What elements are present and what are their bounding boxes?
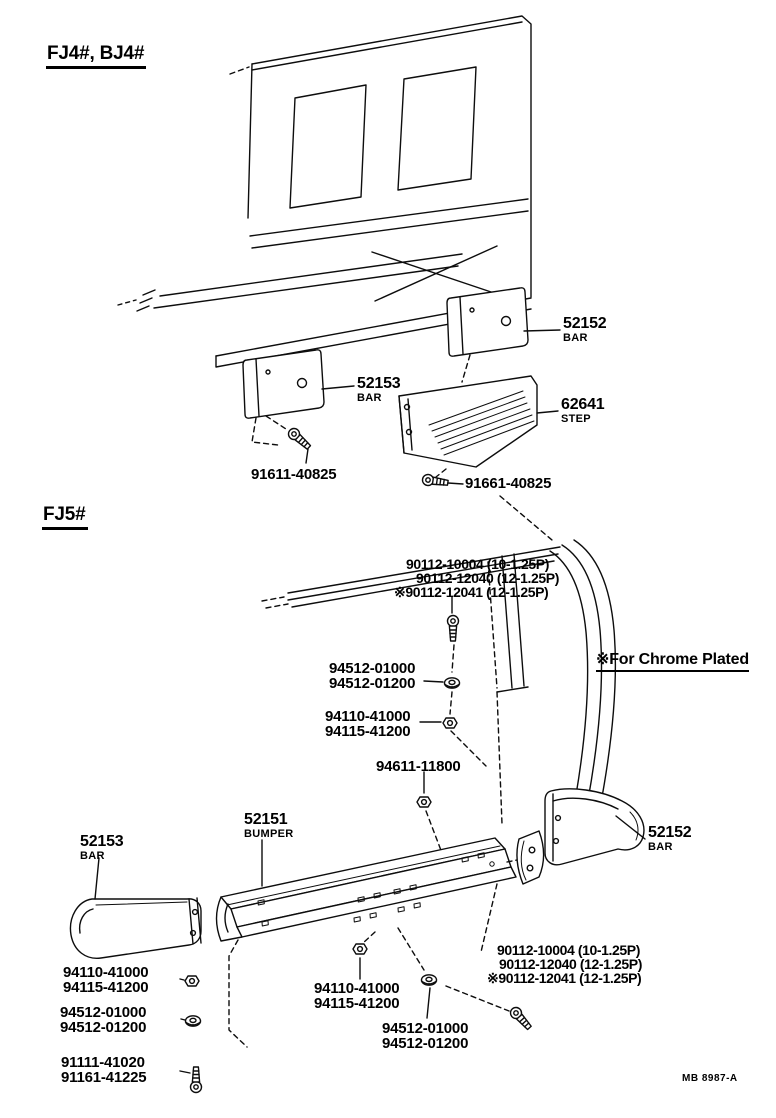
fj5-bottom-fasteners bbox=[185, 944, 533, 1093]
part-number: 94512-01000 bbox=[382, 1020, 469, 1037]
label-52153-upper bbox=[357, 376, 401, 404]
nut-icon-94611 bbox=[417, 797, 431, 807]
part-number: 91111-41020 bbox=[61, 1054, 145, 1071]
part-number: 94115-41200 bbox=[314, 995, 400, 1012]
part-name: STEP bbox=[561, 413, 591, 425]
chrome-plated-note: ※For Chrome Plated bbox=[596, 652, 749, 672]
fj4-frame bbox=[118, 246, 500, 311]
label-bolt-set-bottom bbox=[487, 943, 642, 985]
part-name: BAR bbox=[648, 841, 673, 853]
label-94512-left bbox=[60, 1005, 146, 1035]
label-bolt-set-mid bbox=[394, 557, 559, 599]
part-number: 90112-10004 (10-1.25P) bbox=[406, 556, 549, 572]
part-number: 94512-01000 bbox=[60, 1004, 147, 1021]
part-number: 62641 bbox=[561, 396, 605, 413]
part-name: BUMPER bbox=[244, 828, 294, 840]
cap-mount-bracket bbox=[517, 831, 544, 884]
bumper-end-cap-left-52153 bbox=[70, 898, 201, 958]
part-number: 94512-01200 bbox=[60, 1019, 147, 1036]
part-name: BAR bbox=[357, 392, 382, 404]
label-91661: 91661-40825 bbox=[465, 475, 552, 492]
part-number: 52153 bbox=[357, 375, 401, 392]
part-number: 52151 bbox=[244, 811, 288, 828]
page-code: MB 8987-A bbox=[682, 1073, 738, 1084]
part-number: 52152 bbox=[648, 824, 692, 841]
part-name: BAR bbox=[80, 850, 105, 862]
nut-icon-left bbox=[185, 976, 199, 986]
section-title-fj4: FJ4#, BJ4# bbox=[46, 44, 146, 69]
washer-icon-94512-mid bbox=[445, 678, 460, 688]
part-number: 94115-41200 bbox=[63, 979, 149, 996]
part-name: BAR bbox=[563, 332, 588, 344]
label-52151 bbox=[244, 812, 293, 840]
label-94110-left bbox=[63, 965, 148, 995]
bolt-icon-90112-mid bbox=[448, 616, 459, 642]
dashed-lines-lower bbox=[229, 562, 517, 1047]
label-52153-lower bbox=[80, 834, 124, 862]
label-94110-bottom bbox=[314, 981, 399, 1011]
part-number: 94110-41000 bbox=[314, 980, 400, 997]
label-91611: 91611-40825 bbox=[251, 466, 337, 483]
part-number: ※90112-12041 (12-1.25P) bbox=[394, 584, 549, 600]
bolt-icon-90112-bottom bbox=[508, 1005, 533, 1031]
part-number: 90112-12040 (12-1.25P) bbox=[416, 570, 559, 586]
part-number: 94115-41200 bbox=[325, 723, 411, 740]
part-number: 90112-10004 (10-1.25P) bbox=[497, 942, 640, 958]
bumper-bracket-left bbox=[243, 350, 324, 418]
label-94512-bottom bbox=[382, 1021, 468, 1051]
bolt-icon-91111 bbox=[191, 1067, 202, 1093]
washer-icon-left bbox=[186, 1016, 201, 1026]
part-number: 94512-01200 bbox=[329, 675, 416, 692]
label-62641 bbox=[561, 397, 605, 425]
label-94512-mid bbox=[329, 661, 415, 691]
label-91111 bbox=[61, 1055, 146, 1085]
part-number: 94512-01200 bbox=[382, 1035, 469, 1052]
label-94611: 94611-11800 bbox=[376, 758, 461, 775]
part-number: 94512-01000 bbox=[329, 660, 416, 677]
part-number: 52152 bbox=[563, 315, 607, 332]
label-52152-upper bbox=[563, 316, 607, 344]
washer-icon-bottom bbox=[422, 975, 437, 985]
part-number: ※90112-12041 (12-1.25P) bbox=[487, 970, 642, 986]
bumper-bracket-right bbox=[447, 288, 528, 356]
part-number: 52153 bbox=[80, 833, 124, 850]
part-number: 94110-41000 bbox=[325, 708, 411, 725]
part-number: 91161-41225 bbox=[61, 1069, 147, 1086]
bolt-icon-91661 bbox=[422, 474, 449, 488]
label-94110-mid bbox=[325, 709, 410, 739]
part-number: 94110-41000 bbox=[63, 964, 149, 981]
step-drawing bbox=[399, 376, 537, 467]
bolt-icon-91611 bbox=[286, 426, 312, 451]
nut-icon-94110-mid bbox=[443, 718, 457, 728]
part-number: 90112-12040 (12-1.25P) bbox=[499, 956, 642, 972]
section-title-fj5: FJ5# bbox=[42, 505, 88, 530]
nut-icon-bottom bbox=[353, 944, 367, 954]
label-52152-lower bbox=[648, 825, 692, 853]
